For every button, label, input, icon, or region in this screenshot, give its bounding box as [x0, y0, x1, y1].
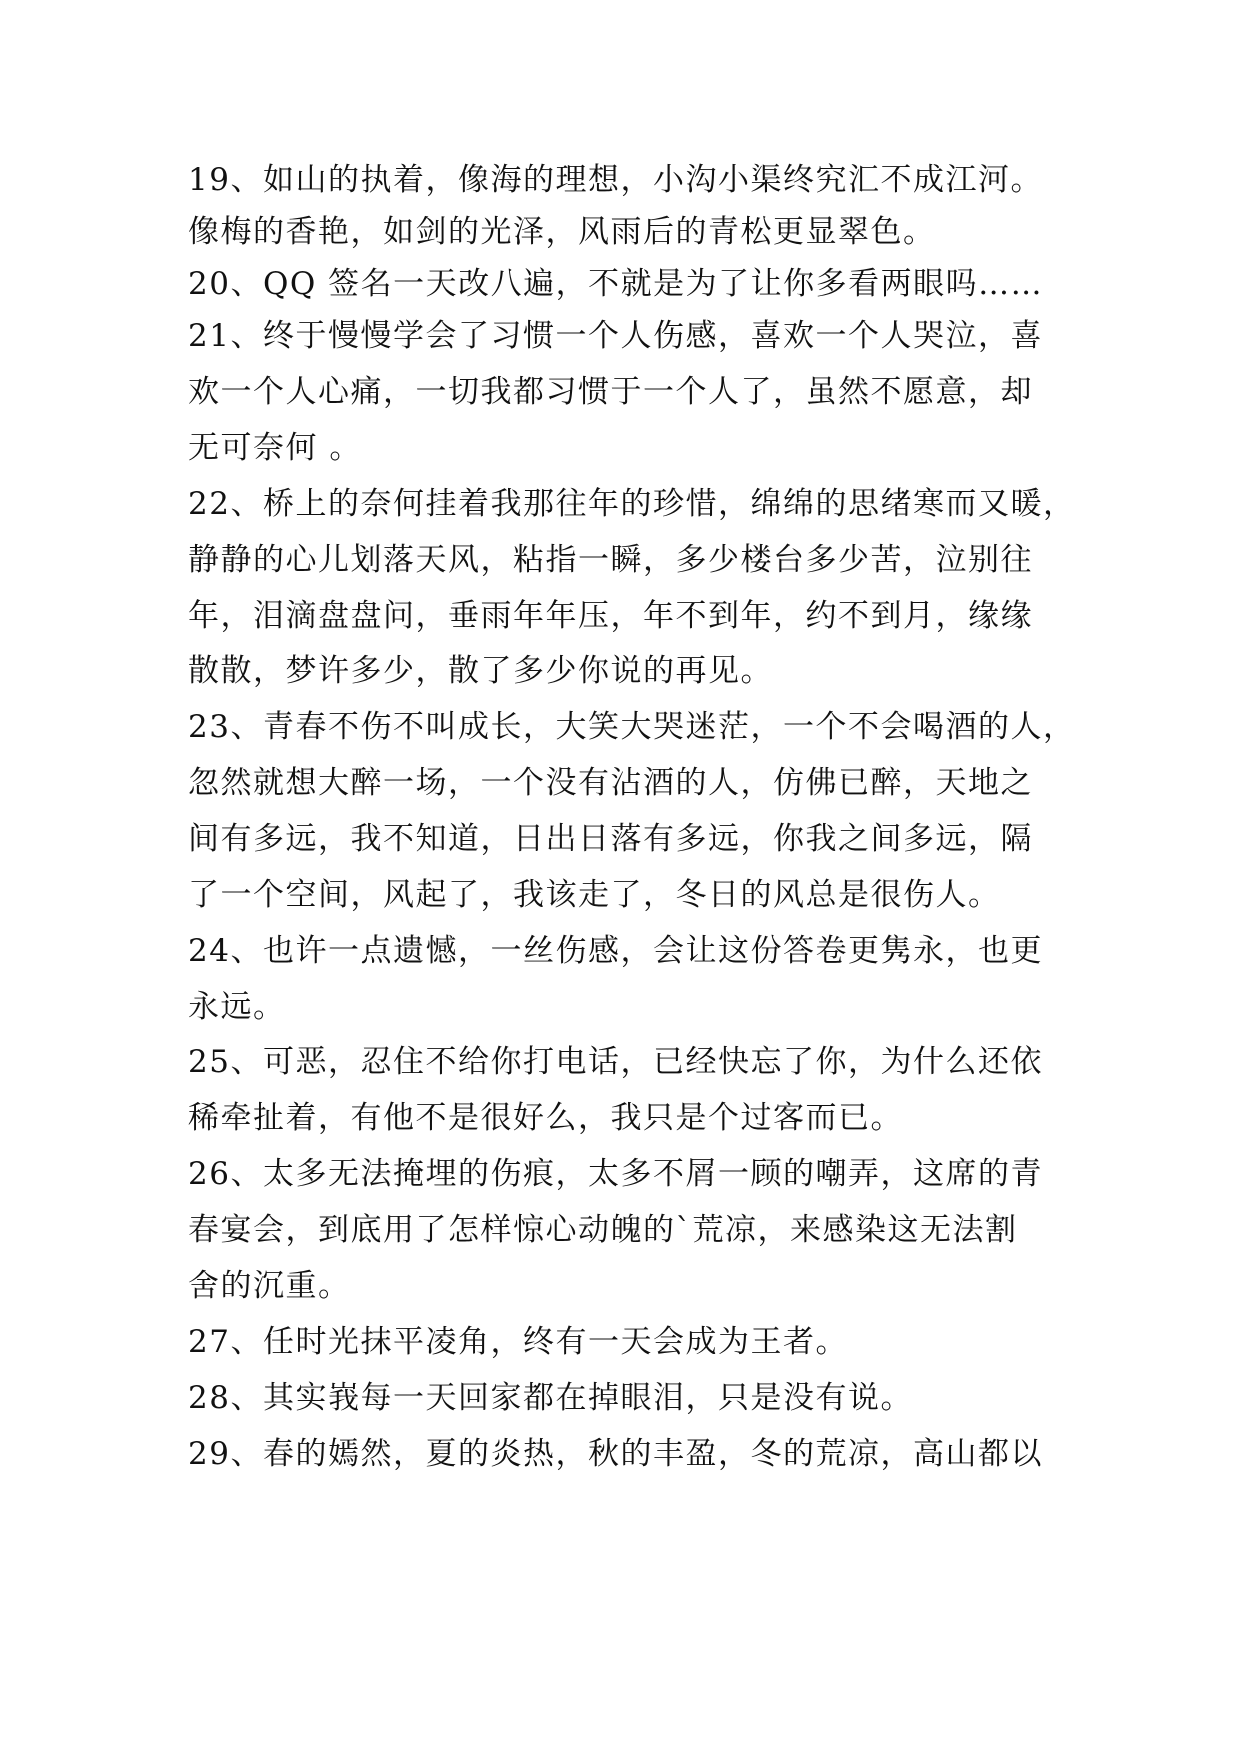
text-line: 像梅的香艳，如剑的光泽，风雨后的青松更显翠色。: [188, 214, 936, 250]
text-line: 了一个空间，风起了，我该走了，冬日的风总是很伤人。: [188, 877, 1001, 913]
text-line: 间有多远，我不知道，日出日落有多远，你我之间多远，隔: [188, 821, 1033, 857]
text-line: 静静的心儿划落天风，粘指一瞬，多少楼台多少苦，泣别往: [188, 542, 1033, 578]
text-line: 20、QQ 签名一天改八遍，不就是为了让你多看两眼吗……: [188, 266, 1044, 302]
text-line: 25、可恶，忍住不给你打电话，已经快忘了你，为什么还依: [188, 1044, 1043, 1080]
text-line: 27、任时光抹平凌角，终有一天会成为王者。: [188, 1324, 848, 1360]
text-line: 年，泪滴盘盘问，垂雨年年压，年不到年，约不到月，缘缘: [188, 598, 1033, 634]
text-line: 忽然就想大醉一场，一个没有沾酒的人，仿佛已醉，天地之: [188, 765, 1033, 801]
text-line: 19、如山的执着，像海的理想，小沟小渠终究汇不成江河。: [188, 162, 1043, 198]
text-line: 29、春的嫣然，夏的炎热，秋的丰盈，冬的荒凉，高山都以: [188, 1436, 1043, 1472]
text-line: 永远。: [188, 989, 286, 1025]
text-line: 稀牵扯着，有他不是很好么，我只是个过客而已。: [188, 1100, 903, 1136]
text-line: 欢一个人心痛，一切我都习惯于一个人了，虽然不愿意，却: [188, 374, 1033, 410]
text-line: 21、终于慢慢学会了习惯一个人伤感，喜欢一个人哭泣，喜: [188, 318, 1043, 354]
text-line: 春宴会，到底用了怎样惊心动魄的`荒凉，来感染这无法割: [188, 1212, 1018, 1248]
text-line: 散散，梦许多少，散了多少你说的再见。: [188, 653, 773, 689]
text-line: 22、桥上的奈何挂着我那往年的珍惜，绵绵的思绪寒而又暖，: [188, 486, 1076, 522]
text-line: 24、也许一点遗憾，一丝伤感，会让这份答卷更隽永，也更: [188, 933, 1043, 969]
text-line: 26、太多无法掩埋的伤痕，太多不屑一顾的嘲弄，这席的青: [188, 1156, 1043, 1192]
text-line: 23、青春不伤不叫成长，大笑大哭迷茫，一个不会喝酒的人，: [188, 709, 1076, 745]
text-line: 舍的沉重。: [188, 1268, 351, 1304]
text-line: 28、其实峩每一天回家都在掉眼泪，只是没有说。: [188, 1380, 913, 1416]
text-line: 无可奈何 。: [188, 430, 362, 466]
